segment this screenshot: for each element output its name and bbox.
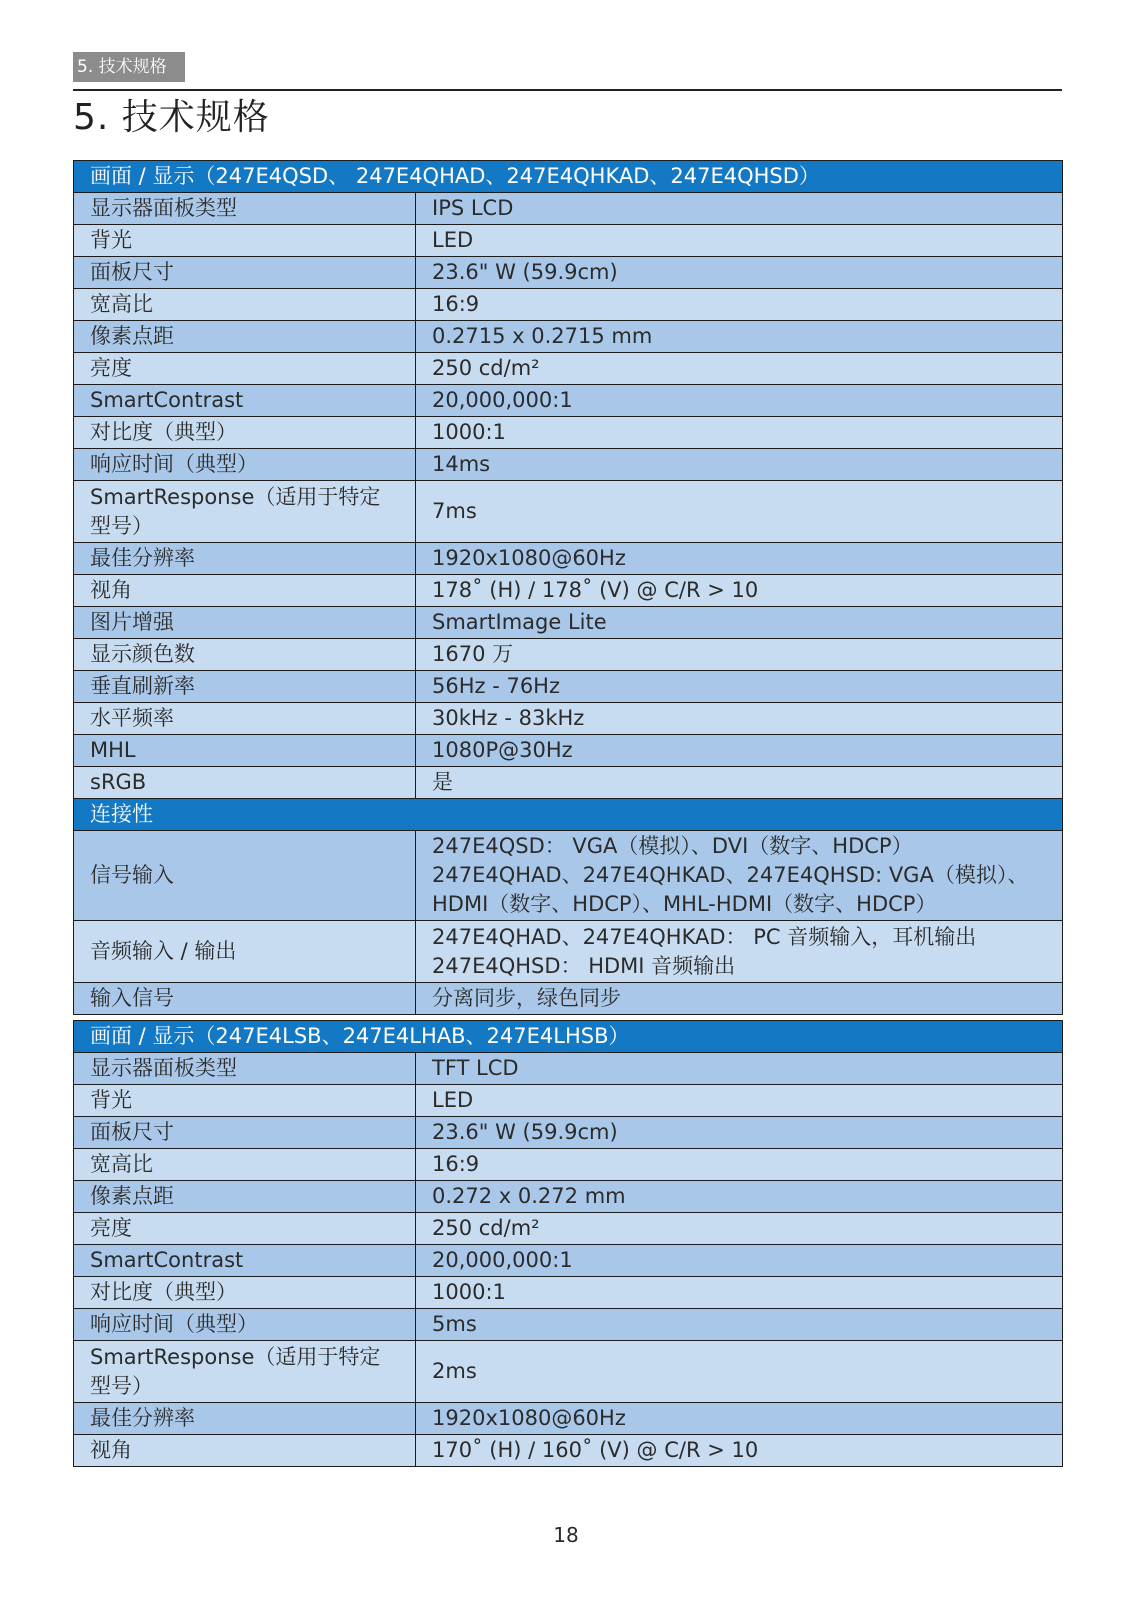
spec-value-line: HDMI（数字、HDCP）、MHL-HDMI（数字、HDCP） — [432, 892, 937, 916]
spec-label: 垂直刷新率 — [74, 671, 416, 703]
spec-value: SmartImage Lite — [416, 607, 1063, 639]
table-row — [74, 417, 1063, 449]
spec-label: sRGB — [74, 767, 416, 799]
spec-value — [416, 921, 1063, 983]
spec-label: 背光 — [74, 1085, 416, 1117]
table-row — [74, 1309, 1063, 1341]
spec-value-line: 247E4QHAD、247E4QHKAD、247E4QHSD: VGA（模拟）、 — [432, 863, 1029, 887]
spec-value: 1670 万 — [416, 639, 1063, 671]
spec-value: 23.6" W (59.9cm) — [416, 257, 1063, 289]
table-row — [74, 353, 1063, 385]
spec-value: LED — [416, 225, 1063, 257]
table-row — [74, 225, 1063, 257]
connectivity-header-title: 连接性 — [74, 799, 1063, 831]
spec-label-line: SmartResponse（适用于特定 — [90, 1344, 381, 1369]
spec-value-line: 247E4QHSD： HDMI 音频输出 — [432, 953, 736, 978]
table-row — [74, 1085, 1063, 1117]
spec-label: 音频输入 / 输出 — [74, 921, 416, 983]
table-row — [74, 1435, 1063, 1467]
spec-value: IPS LCD — [416, 193, 1063, 225]
spec-label: 显示颜色数 — [74, 639, 416, 671]
spec-label: 对比度（典型） — [74, 1277, 416, 1309]
spec-value: 23.6" W (59.9cm) — [416, 1117, 1063, 1149]
spec-table-lsb-models — [73, 1020, 1063, 1467]
table-row — [74, 983, 1063, 1015]
spec-label — [74, 1341, 416, 1403]
table-row — [74, 1403, 1063, 1435]
spec-label: 像素点距 — [74, 321, 416, 353]
spec-value: 16:9 — [416, 289, 1063, 321]
spec-label: 响应时间（典型） — [74, 449, 416, 481]
table-row — [74, 921, 1063, 983]
spec-label: 响应时间（典型） — [74, 1309, 416, 1341]
spec-value: 2ms — [416, 1341, 1063, 1403]
spec-label: 背光 — [74, 225, 416, 257]
table-row — [74, 703, 1063, 735]
spec-label: 信号输入 — [74, 831, 416, 921]
spec-label-line: 型号） — [90, 1373, 153, 1398]
spec-value: 170˚ (H) / 160˚ (V) @ C/R > 10 — [416, 1435, 1063, 1467]
table-row — [74, 1277, 1063, 1309]
spec-value: 1000:1 — [416, 417, 1063, 449]
table-row — [74, 1053, 1063, 1085]
section-tab-label: 5. 技术规格 — [73, 52, 185, 82]
table-row — [74, 449, 1063, 481]
spec-label: MHL — [74, 735, 416, 767]
spec-value: 1080P@30Hz — [416, 735, 1063, 767]
table-header-title: 画面 / 显示（247E4LSB、247E4LHAB、247E4LHSB） — [74, 1021, 1063, 1053]
spec-label: 视角 — [74, 575, 416, 607]
table-row — [74, 481, 1063, 543]
spec-value-line: 247E4QHAD、247E4QHKAD： PC 音频输入，耳机输出 — [432, 924, 977, 949]
spec-label-line: SmartResponse（适用于特定 — [90, 484, 381, 509]
spec-value: 178˚ (H) / 178˚ (V) @ C/R > 10 — [416, 575, 1063, 607]
spec-value: 20,000,000:1 — [416, 385, 1063, 417]
spec-label: 像素点距 — [74, 1181, 416, 1213]
table-row — [74, 1181, 1063, 1213]
spec-value: 0.272 x 0.272 mm — [416, 1181, 1063, 1213]
table-row — [74, 289, 1063, 321]
spec-value: LED — [416, 1085, 1063, 1117]
spec-value: 16:9 — [416, 1149, 1063, 1181]
spec-label: 视角 — [74, 1435, 416, 1467]
spec-label-line: 型号） — [90, 513, 153, 538]
table-row — [74, 831, 1063, 921]
table-row — [74, 1341, 1063, 1403]
table-header-title: 画面 / 显示（247E4QSD、 247E4QHAD、247E4QHKAD、247E4QHSD） — [74, 161, 1063, 193]
spec-value: 0.2715 x 0.2715 mm — [416, 321, 1063, 353]
spec-value: 7ms — [416, 481, 1063, 543]
spec-value: 1920x1080@60Hz — [416, 543, 1063, 575]
table-row — [74, 671, 1063, 703]
spec-label: 面板尺寸 — [74, 257, 416, 289]
spec-label: 显示器面板类型 — [74, 193, 416, 225]
spec-value: 1920x1080@60Hz — [416, 1403, 1063, 1435]
spec-label — [74, 481, 416, 543]
spec-value: 是 — [416, 767, 1063, 799]
spec-label: 显示器面板类型 — [74, 1053, 416, 1085]
table-row — [74, 193, 1063, 225]
spec-value: 250 cd/m² — [416, 1213, 1063, 1245]
table-row — [74, 257, 1063, 289]
spec-value: TFT LCD — [416, 1053, 1063, 1085]
connectivity-header — [74, 799, 1063, 831]
spec-value: 5ms — [416, 1309, 1063, 1341]
spec-label: 最佳分辨率 — [74, 543, 416, 575]
spec-label: 亮度 — [74, 1213, 416, 1245]
spec-label: SmartContrast — [74, 385, 416, 417]
spec-label: 宽高比 — [74, 289, 416, 321]
spec-value: 30kHz - 83kHz — [416, 703, 1063, 735]
spec-label: 最佳分辨率 — [74, 1403, 416, 1435]
table-row — [74, 1213, 1063, 1245]
table-row — [74, 321, 1063, 353]
spec-value: 14ms — [416, 449, 1063, 481]
table-row — [74, 575, 1063, 607]
table-row — [74, 639, 1063, 671]
spec-value: 20,000,000:1 — [416, 1245, 1063, 1277]
page-number: 18 — [553, 1523, 579, 1547]
table-header — [74, 161, 1063, 193]
table-row — [74, 1117, 1063, 1149]
table-row — [74, 543, 1063, 575]
spec-label: 面板尺寸 — [74, 1117, 416, 1149]
spec-label: SmartContrast — [74, 1245, 416, 1277]
spec-label: 亮度 — [74, 353, 416, 385]
spec-value: 分离同步，绿色同步 — [416, 983, 1063, 1015]
spec-label: 宽高比 — [74, 1149, 416, 1181]
spec-value-line: 247E4QSD： VGA（模拟）、DVI（数字、HDCP） — [432, 834, 913, 858]
table-row — [74, 607, 1063, 639]
spec-table-qhd-models — [73, 160, 1063, 1015]
table-row — [74, 1245, 1063, 1277]
table-row — [74, 385, 1063, 417]
table-row — [74, 1149, 1063, 1181]
spec-value: 1000:1 — [416, 1277, 1063, 1309]
page-title: 5. 技术规格 — [73, 97, 270, 138]
header-rule — [73, 89, 1062, 91]
spec-label: 对比度（典型） — [74, 417, 416, 449]
spec-label: 图片增强 — [74, 607, 416, 639]
spec-value — [416, 831, 1063, 921]
table-row — [74, 735, 1063, 767]
table-row — [74, 767, 1063, 799]
spec-label: 输入信号 — [74, 983, 416, 1015]
spec-label: 水平频率 — [74, 703, 416, 735]
spec-value: 56Hz - 76Hz — [416, 671, 1063, 703]
spec-value: 250 cd/m² — [416, 353, 1063, 385]
table-header — [74, 1021, 1063, 1053]
